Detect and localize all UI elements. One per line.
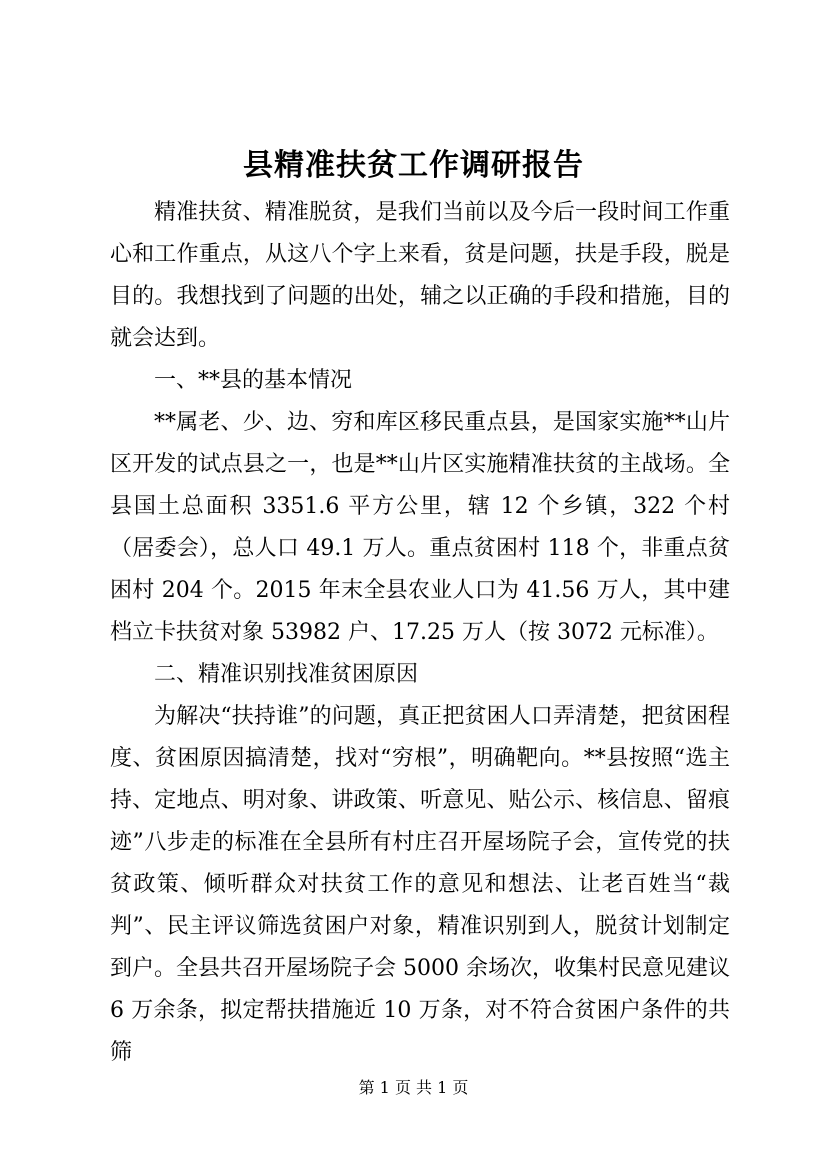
page-number-footer: 第 1 页 共 1 页 [358,1078,469,1097]
document-body [110,192,730,1074]
body-paragraph: 精准扶贫、精准脱贫，是我们当前以及今后一段时间工作重心和工作重点，从这八个字上来看，贫是问题，扶是手段，脱是目的。我想找到了问题的出处，辅之以正确的手段和措施，目的就会达到。 [110,200,730,351]
body-paragraph: **属老、少、边、穷和库区移民重点县，是国家实施**山片区开发的试点县之一，也是**山片区实施精准扶贫的主战场。全县国土总面积 3351.6 平方公里，辖 12 个乡镇，322 个村（居委会），总人口 49.1 万人。重点贫困村 118 个，非重点贫困村 204 个。2015 年末全县农业人口为 41.56 万人，其中建档立卡扶贫对象 53982 户、17.25 万人（按 3072 元标准）。 [110,410,730,645]
section-heading: 一、**县的基本情况 [154,368,353,393]
body-paragraph: 为解决“扶持谁”的问题，真正把贫困人口弄清楚，把贫困程度、贫困原因搞清楚，找对“穷根”，明确靶向。**县按照“选主持、定地点、明对象、讲政策、听意见、贴公示、核信息、留痕迹”八步走的标准在全县所有村庄召开屋场院子会，宣传党的扶贫政策、倾听群众对扶贫工作的意见和想法、让老百姓当“裁判”、民主评议筛选贫困户对象，精准识别到人，脱贫计划制定到户。全县共召开屋场院子会 5000 余场次，收集村民意见建议 6 万余条，拟定帮扶措施近 10 万条，对不符合贫困户条件的共筛 [110,704,730,1065]
section-heading: 二、精准识别找准贫困原因 [154,662,419,687]
document-title: 县精准扶贫工作调研报告 [243,148,584,183]
